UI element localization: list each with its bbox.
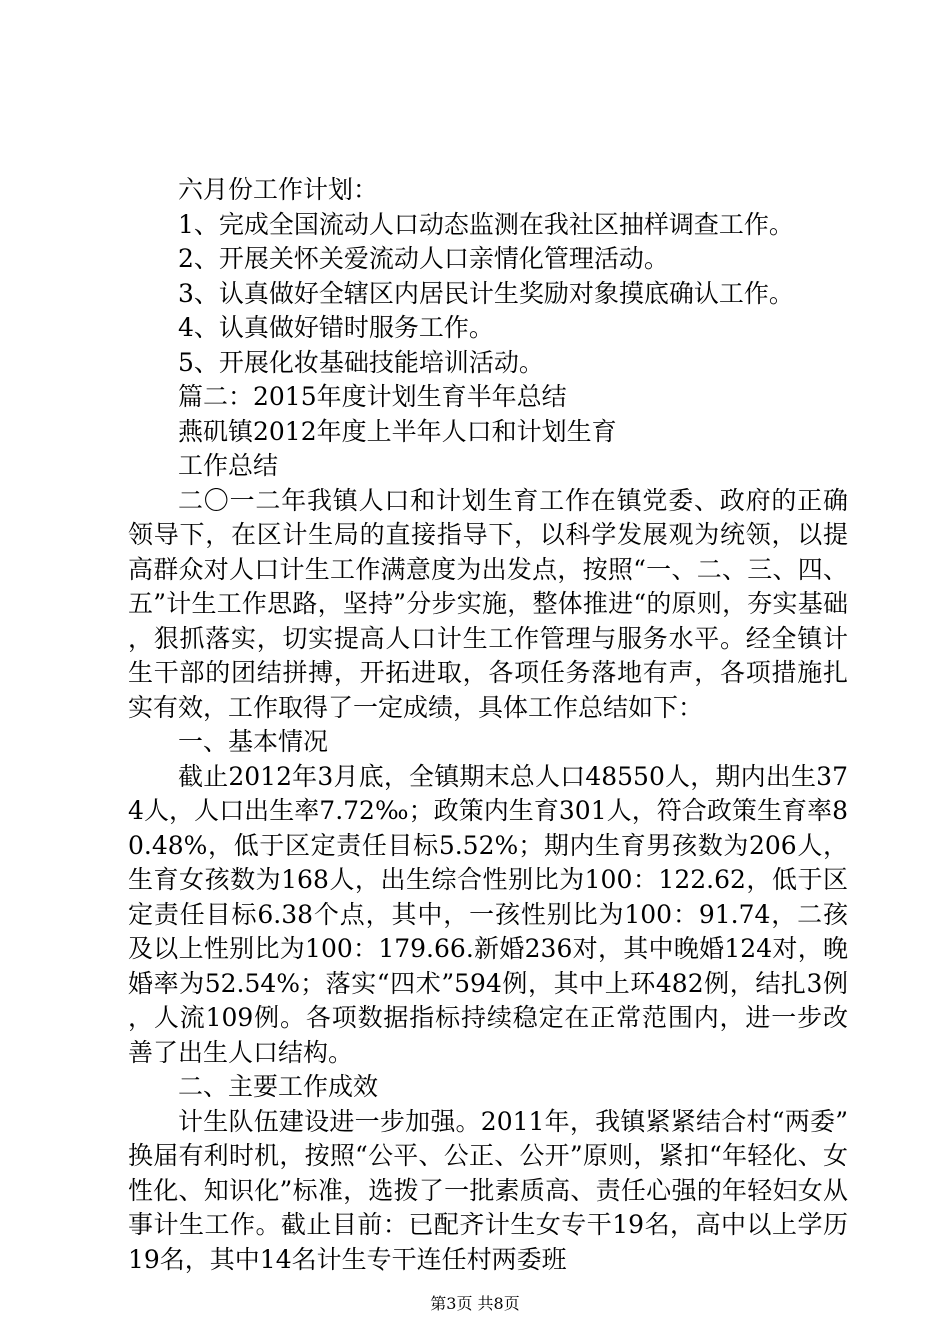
plan-item-3: 3、认真做好全辖区内居民计生奖励对象摸底确认工作。 (178, 278, 794, 308)
document-body (128, 173, 848, 1277)
plan-item-2: 2、开展关怀关爱流动人口亲情化管理活动。 (178, 244, 669, 273)
report-title-line-1: 燕矶镇2012年度上半年人口和计划生育 (178, 416, 617, 446)
statistics-paragraph: 截止2012年3月底，全镇期末总人口48550人，期内出生374人，人口出生率7.72‰；政策内生育301人，符合政策生育率80.48%，低于区定责任目标5.52%；期内生育男孩数为206人，生育女孩数为168人，出生综合性别比为100：122.62，低于区定责任目标6.38个点，其中，一孩性别比为100：91.74，二孩及以上性别比为100：179.66.新婚236对，其中晚婚124对，晚婚率为52.54%；落实“四术”594例，其中上环482例，结扎3例，人流109例。各项数据指标持续稳定在正常范围内，进一步改善了出生人口结构。 (128, 761, 848, 1067)
page-number-footer: 第3页 共8页 (430, 1294, 520, 1313)
section-heading-basic-situation: 一、基本情况 (178, 727, 329, 756)
team-building-paragraph: 计生队伍建设进一步加强。2011年，我镇紧紧结合村“两委”换届有利时机，按照“公平、公正、公开”原则，紧扣“年轻化、女性化、知识化”标准，选拨了一批素质高、责任心强的年轻妇女从事计生工作。截止目前：已配齐计生女专干19名，高中以上学历19名，其中14名计生专干连任村两委班 (128, 1106, 848, 1274)
section-heading-june-plan: 六月份工作计划： (178, 175, 379, 204)
intro-paragraph: 二〇一二年我镇人口和计划生育工作在镇党委、政府的正确领导下，在区计生局的直接指导下，以科学发展观为统领，以提高群众对人口计生工作满意度为出发点，按照“一、二、三、四、五”计生工作思路，坚持”分步实施，整体推进“的原则，夯实基础，狠抓落实，切实提高人口计生工作管理与服务水平。经全镇计生干部的团结拼搏，开拓进取，各项任务落地有声，各项措施扎实有效，工作取得了一定成绩，具体工作总结如下： (128, 485, 848, 722)
plan-item-1: 1、完成全国流动人口动态监测在我社区抽样调查工作。 (178, 209, 794, 239)
chapter-title: 篇二：2015年度计划生育半年总结 (178, 382, 567, 411)
plan-item-4: 4、认真做好错时服务工作。 (178, 313, 494, 342)
plan-item-5: 5、开展化妆基础技能培训活动。 (178, 347, 544, 377)
section-heading-main-results: 二、主要工作成效 (178, 1072, 379, 1101)
report-title-line-2: 工作总结 (178, 451, 279, 480)
